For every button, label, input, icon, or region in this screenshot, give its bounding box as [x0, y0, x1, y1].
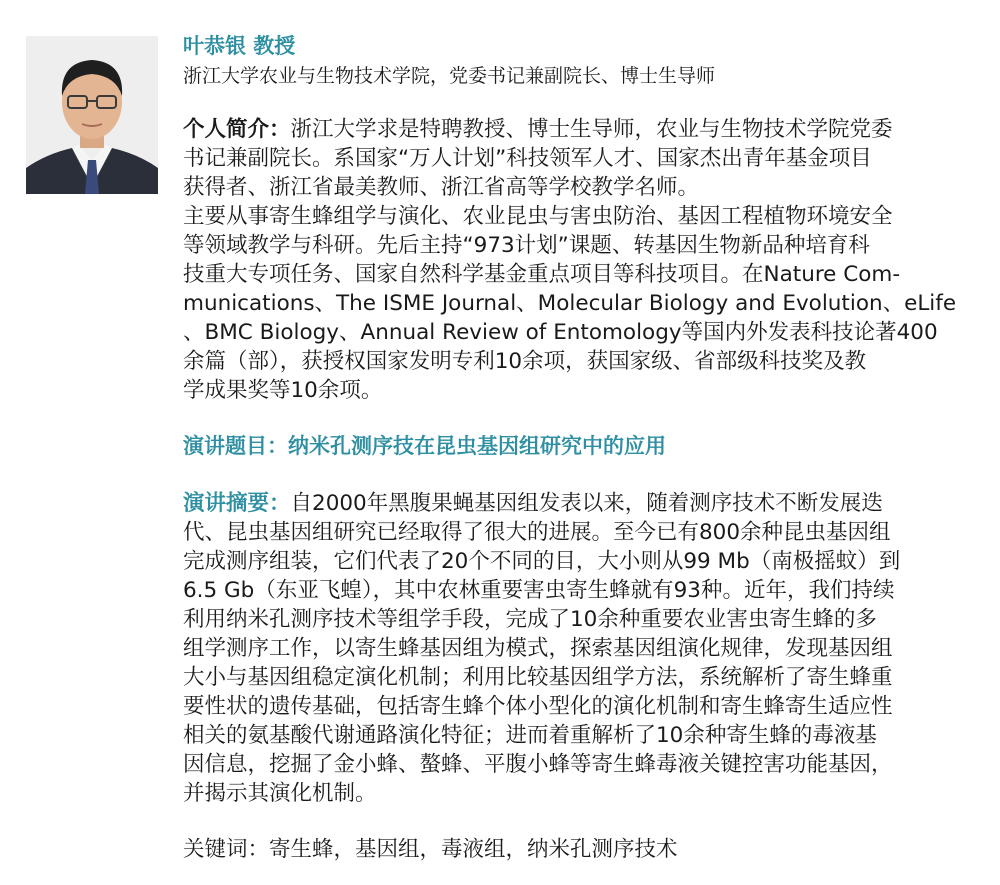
- bio-line: 主要从事寄生蜂组学与演化、农业昆虫与害虫防治、基因工程植物环境安全: [183, 204, 893, 229]
- abstract-line: 并揭示其演化机制。: [183, 781, 377, 806]
- keywords: [183, 835, 983, 864]
- bio-line: 书记兼副院长。系国家“万人计划”科技领军人才、国家杰出青年基金项目: [183, 146, 872, 171]
- bio-label: 个人简介：: [183, 117, 291, 142]
- keywords-text: 寄生蜂，基因组，毒液组，纳米孔测序技术: [269, 837, 678, 862]
- abstract-line: 组学测序工作，以寄生蜂基因组为模式，探索基因组演化规律，发现基因组: [183, 636, 893, 661]
- bio-line: munications、The ISME Journal、Molecular Biology and Evolution、eLife: [183, 291, 957, 316]
- talk-title: [183, 432, 983, 461]
- bio-line: 余篇（部），获授权国家发明专利10余项，获国家级、省部级科技奖及教: [183, 349, 867, 374]
- keywords-label: 关键词：: [183, 837, 270, 862]
- bio-line: 个人简介：浙江大学求是特聘教授、博士生导师，农业与生物技术学院党委: [183, 117, 893, 142]
- abstract-line: 相关的氨基酸代谢通路演化特征；进而着重解析了10余种寄生蜂的毒液基: [183, 723, 877, 748]
- bio-line: 、BMC Biology、Annual Review of Entomology等国内外发表科技论著400: [183, 320, 938, 345]
- abstract-line: 代、昆虫基因组研究已经取得了很大的进展。至今已有800余种昆虫基因组: [183, 520, 891, 545]
- abstract-line: 6.5 Gb（东亚飞蝗），其中农林重要害虫寄生蜂就有93种。近年，我们持续: [183, 578, 895, 603]
- abstract-line: 利用纳米孔测序技术等组学手段，完成了10余种重要农业害虫寄生蜂的多: [183, 607, 877, 632]
- bio-line: 技重大专项任务、国家自然科学基金重点项目等科技项目。在Nature Com-: [183, 262, 901, 287]
- bio-line: 等领域教学与科研。先后主持“973计划”课题、转基因生物新品种培育科: [183, 233, 870, 258]
- abstract-line: 因信息，挖掘了金小蜂、螯蜂、平腹小蜂等寄生蜂毒液关键控害功能基因，: [183, 752, 893, 777]
- speaker-name: 叶恭银 教授: [183, 34, 296, 58]
- abstract-section: [183, 489, 983, 808]
- bio-line: 获得者、浙江省最美教师、浙江省高等学校教学名师。: [183, 175, 700, 200]
- abstract-line: 演讲摘要：自2000年黑腹果蝇基因组发表以来，随着测序技术不断发展迭: [183, 491, 883, 516]
- speaker-portrait: [26, 36, 158, 194]
- abstract-line: 完成测序组装，它们代表了20个不同的目，大小则从99 Mb（南极摇蚊）到: [183, 549, 901, 574]
- talk-title-text: 纳米孔测序技在昆虫基因组研究中的应用: [288, 434, 666, 458]
- abstract-label: 演讲摘要：: [183, 491, 291, 516]
- talk-title-label: 演讲题目：: [183, 434, 288, 458]
- bio-line: 学成果奖等10余项。: [183, 378, 383, 403]
- abstract-line: 大小与基因组稳定演化机制；利用比较基因组学方法，系统解析了寄生蜂重: [183, 665, 893, 690]
- bio-section: [183, 115, 983, 405]
- abstract-line: 要性状的遗传基础，包括寄生蜂个体小型化的演化机制和寄生蜂寄生适应性: [183, 694, 893, 719]
- speaker-affiliation: 浙江大学农业与生物技术学院，党委书记兼副院长、博士生导师: [183, 65, 716, 87]
